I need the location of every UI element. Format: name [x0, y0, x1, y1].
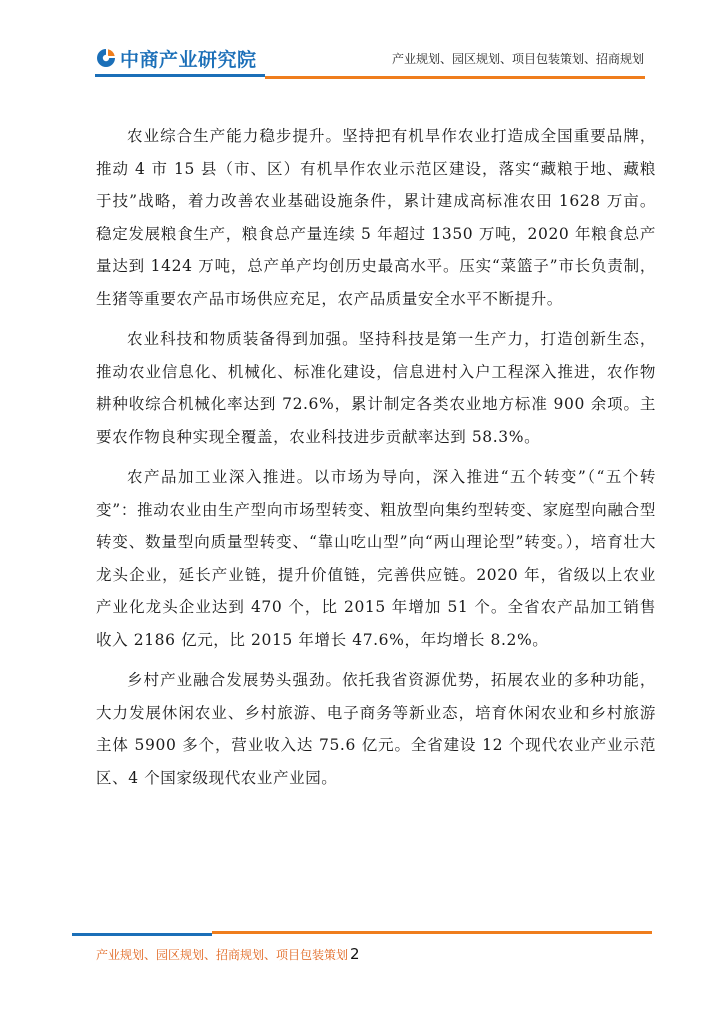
brand-name: 中商产业研究院: [120, 48, 257, 71]
header-divider-orange: [265, 76, 645, 79]
footer-label: 产业规划、园区规划、招商规划、项目包装策划: [96, 948, 349, 962]
footer-divider-orange: [212, 931, 652, 934]
page-footer: [96, 945, 360, 963]
header-tagline: 产业规划、园区规划、项目包装策划、招商规划: [391, 52, 644, 66]
paragraph-technology-equipment: 农业科技和物质装备得到加强。坚持科技是第一生产力，打造创新生态，推动农业信息化、机械化、标准化建设，信息进村入户工程深入推进，农作物耕种收综合机械化率达到 72.6%，累计制定各类农业地方标准 900 余项。主要农作物良种实现全覆盖，农业科技进步贡献率达到 58.3%。: [96, 330, 656, 446]
brand-logo: [95, 45, 257, 71]
paragraph-industry-integration: 乡村产业融合发展势头强劲。依托我省资源优势，拓展农业的多种功能，大力发展休闲农业、乡村旅游、电子商务等新业态，培育休闲农业和乡村旅游主体 5900 多个，营业收入达 75.6 亿元。全省建设 12 个现代农业产业示范区、4 个国家级现代农业产业园。: [96, 671, 656, 787]
page-number: 2: [350, 945, 360, 963]
paragraph-production-capacity: 农业综合生产能力稳步提升。坚持把有机旱作农业打造成全国重要品牌，推动 4 市 15 县（市、区）有机旱作农业示范区建设，落实“藏粮于地、藏粮于技”战略，着力改善农业基础设施条件，累计建成高标准农田 1628 万亩。稳定发展粮食生产，粮食总产量连续 5 年超过 1350 万吨，2020 年粮食总产量达到 1424 万吨，总产单产均创历史最高水平。压实“菜篮子”市长负责制，生猪等重要农产品市场供应充足，农产品质量安全水平不断提升。: [96, 127, 656, 308]
document-body: [96, 120, 656, 802]
page-header: [0, 0, 724, 80]
header-divider-blue: [95, 74, 265, 77]
paragraph-processing-industry: 农产品加工业深入推进。以市场为导向，深入推进“五个转变”（“五个转变”：推动农业由生产型向市场型转变、粗放型向集约型转变、家庭型向融合型转变、数量型向质量型转变、“靠山吃山型”向“两山理论型”转变。），培育壮大龙头企业，延长产业链，提升价值链，完善供应链。2020 年，省级以上农业产业化龙头企业达到 470 个，比 2015 年增加 51 个。全省农产品加工销售收入 2186 亿元，比 2015 年增长 47.6%，年均增长 8.2%。: [96, 468, 656, 649]
brand-logo-icon: [95, 47, 117, 69]
footer-divider-blue: [72, 933, 212, 936]
